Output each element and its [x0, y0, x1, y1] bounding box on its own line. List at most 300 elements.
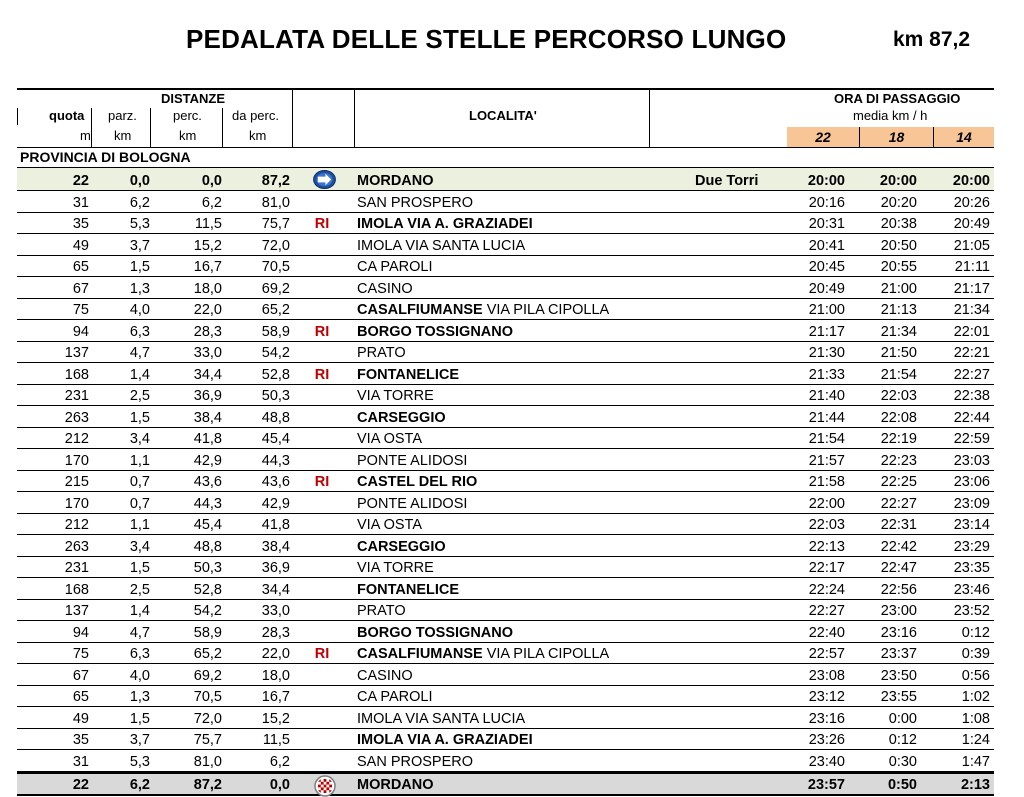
location-name: CARSEGGIO: [357, 409, 446, 426]
location-name: IMOLA VIA A. GRAZIADEI: [357, 732, 533, 748]
table-row: [17, 750, 994, 772]
time-18: 22:03: [880, 388, 917, 404]
time-14: 23:03: [953, 452, 990, 469]
location-name: IMOLA VIA SANTA LUCIA: [357, 237, 526, 254]
perc-cell: 48,8: [193, 538, 222, 555]
location-cell: [357, 664, 717, 685]
time-18: 20:55: [880, 259, 917, 275]
ri-marker: [307, 707, 337, 728]
quota-cell: 263: [64, 538, 89, 555]
time-22: 21:54: [808, 431, 845, 447]
quota-cell: 170: [64, 452, 89, 469]
speed-18: 18: [860, 127, 933, 147]
ri-marker: [307, 277, 337, 298]
table-row: [17, 471, 994, 493]
location-cell: [357, 277, 717, 298]
quota-cell: 35: [72, 732, 89, 748]
ri-marker: [307, 535, 337, 556]
time-18: 22:27: [880, 495, 917, 512]
time-22: 23:26: [808, 732, 845, 748]
location-note: [695, 707, 795, 728]
table-row: [17, 729, 994, 751]
location-note: [695, 256, 795, 277]
location-name: FONTANELICE: [357, 581, 460, 598]
table-row: [17, 213, 994, 235]
daperc-cell: 18,0: [261, 667, 290, 684]
parz-cell: 1,4: [129, 603, 150, 619]
location-name: MORDANO: [357, 776, 434, 793]
time-22: 22:03: [808, 517, 845, 533]
location-note: [695, 643, 795, 664]
quota-cell: 168: [64, 366, 89, 383]
time-22: 22:13: [808, 538, 845, 555]
perc-cell: 75,7: [193, 732, 222, 748]
quota-cell: 22: [72, 776, 89, 793]
daperc-cell: 75,7: [261, 216, 290, 232]
time-22: 20:45: [808, 259, 845, 275]
time-22: 23:57: [807, 776, 845, 793]
ri-marker: [307, 578, 337, 599]
location-note: [695, 213, 795, 234]
time-22: 22:00: [808, 495, 845, 512]
time-14: 22:38: [953, 388, 990, 404]
ri-marker: [307, 729, 337, 750]
location-name: VIA OSTA: [357, 431, 423, 447]
location-cell: [357, 299, 717, 320]
location-name: CASALFIUMANSE: [357, 302, 483, 318]
quota-cell: 215: [64, 474, 89, 490]
ri-marker: [307, 492, 337, 513]
time-18: 22:56: [880, 581, 917, 598]
location-note: [695, 406, 795, 427]
parz-cell: 5,3: [129, 216, 150, 232]
location-cell: [357, 449, 717, 470]
location-cell: [357, 234, 717, 255]
location-name: CARSEGGIO: [357, 538, 446, 555]
distanze-header: DISTANZE: [161, 91, 226, 106]
time-18: 0:30: [888, 753, 917, 770]
table-header: [17, 88, 994, 148]
parz-cell: 1,3: [129, 280, 150, 297]
table-row: [17, 320, 994, 342]
ri-marker: [307, 664, 337, 685]
start-arrow-icon: [313, 170, 336, 189]
time-18: 21:50: [880, 345, 917, 361]
ri-marker: [307, 686, 337, 707]
location-cell: [357, 707, 717, 728]
location-name: PRATO: [357, 603, 406, 619]
time-22: 22:17: [808, 560, 845, 576]
daperc-cell: 87,2: [261, 173, 290, 189]
time-22: 22:40: [808, 624, 845, 641]
ri-marker: [307, 557, 337, 578]
parz-cell: 1,1: [129, 452, 150, 469]
location-cell: [357, 578, 717, 599]
time-18: 23:50: [880, 667, 917, 684]
table-row: [17, 449, 994, 471]
location-name: IMOLA VIA A. GRAZIADEI: [357, 216, 533, 232]
daperc-cell: 58,9: [261, 323, 290, 340]
location-name: MORDANO: [357, 173, 434, 189]
location-note: [695, 774, 795, 794]
table-row: [17, 621, 994, 643]
time-14: 23:14: [953, 517, 990, 533]
location-note: [695, 299, 795, 320]
time-14: 22:27: [953, 366, 990, 383]
perc-cell: 0,0: [201, 173, 222, 189]
parz-unit: km: [114, 128, 132, 143]
location-cell: [357, 471, 717, 492]
location-cell: [357, 750, 717, 771]
table-row: [17, 600, 994, 622]
location-note: [695, 234, 795, 255]
parz-cell: 1,5: [129, 409, 150, 426]
daperc-cell: 22,0: [261, 646, 290, 662]
time-14: 21:05: [953, 237, 990, 254]
daperc-cell: 0,0: [269, 776, 290, 793]
ri-marker: [307, 449, 337, 470]
quota-cell: 75: [72, 646, 89, 662]
time-14: 23:46: [953, 581, 990, 598]
location-note: [695, 428, 795, 449]
parz-cell: 3,7: [129, 732, 150, 748]
perc-cell: 45,4: [193, 517, 222, 533]
perc-cell: 43,6: [193, 474, 222, 490]
page-title: PEDALATA DELLE STELLE PERCORSO LUNGO: [186, 24, 787, 54]
perc-cell: 50,3: [193, 560, 222, 576]
time-18: 0:12: [888, 732, 917, 748]
daperc-cell: 36,9: [261, 560, 290, 576]
table-row: [17, 535, 994, 557]
location-name: CASINO: [357, 667, 413, 684]
quota-cell: 212: [64, 517, 89, 533]
time-14: 22:59: [953, 431, 990, 447]
parz-cell: 4,7: [129, 345, 150, 361]
time-22: 23:12: [808, 689, 845, 705]
time-22: 21:44: [808, 409, 845, 426]
perc-header: perc.: [173, 108, 202, 123]
quota-cell: 22: [72, 173, 89, 189]
time-14: 23:52: [953, 603, 990, 619]
perc-cell: 87,2: [193, 776, 222, 793]
location-name: PONTE ALIDOSI: [357, 452, 468, 469]
daperc-cell: 41,8: [261, 517, 290, 533]
time-18: 21:13: [880, 302, 917, 318]
daperc-cell: 48,8: [261, 409, 290, 426]
table-row: [17, 772, 994, 796]
quota-cell: 65: [72, 689, 89, 705]
time-14: 20:26: [953, 194, 990, 211]
perc-cell: 42,9: [193, 452, 222, 469]
parz-cell: 6,3: [129, 646, 150, 662]
parz-cell: 1,5: [129, 710, 150, 727]
quota-cell: 212: [64, 431, 89, 447]
ri-marker: [307, 428, 337, 449]
location-name: IMOLA VIA SANTA LUCIA: [357, 710, 526, 727]
table-row: [17, 707, 994, 729]
daperc-cell: 28,3: [261, 624, 290, 641]
ri-marker: RI: [314, 366, 330, 383]
ri-marker: RI: [314, 474, 330, 490]
quota-cell: 170: [64, 495, 89, 512]
parz-cell: 3,4: [129, 538, 150, 555]
time-22: 21:57: [808, 452, 845, 469]
perc-cell: 70,5: [193, 689, 222, 705]
location-cell: [357, 514, 717, 535]
time-14: 20:00: [952, 173, 990, 189]
location-name: VIA TORRE: [357, 388, 434, 404]
time-14: 1:24: [961, 732, 990, 748]
ri-marker: [307, 256, 337, 277]
perc-cell: 34,4: [193, 366, 222, 383]
location-name: SAN PROSPERO: [357, 194, 474, 211]
daperc-cell: 34,4: [261, 581, 290, 598]
location-note: [695, 471, 795, 492]
location-name: VIA TORRE: [357, 560, 434, 576]
time-22: 20:00: [807, 173, 845, 189]
perc-cell: 15,2: [193, 237, 222, 254]
time-22: 22:57: [808, 646, 845, 662]
ri-marker: [307, 342, 337, 363]
perc-cell: 28,3: [193, 323, 222, 340]
time-14: 20:49: [953, 216, 990, 232]
time-18: 21:34: [880, 323, 917, 340]
time-14: 23:29: [953, 538, 990, 555]
perc-cell: 38,4: [193, 409, 222, 426]
quota-cell: 75: [72, 302, 89, 318]
time-14: 0:56: [961, 667, 990, 684]
time-22: 20:41: [808, 237, 845, 254]
perc-cell: 54,2: [193, 603, 222, 619]
checkered-flag-icon: [314, 775, 336, 797]
ora-header: ORA DI PASSAGGIO: [834, 91, 961, 106]
parz-cell: 5,3: [129, 753, 150, 770]
time-18: 22:25: [880, 474, 917, 490]
quota-cell: 67: [72, 280, 89, 297]
time-18: 20:00: [879, 173, 917, 189]
parz-cell: 1,3: [129, 689, 150, 705]
parz-cell: 2,5: [129, 388, 150, 404]
location-name: SAN PROSPERO: [357, 753, 474, 770]
location-note: [695, 535, 795, 556]
location-note: [695, 729, 795, 750]
time-18: 22:31: [880, 517, 917, 533]
time-18: 23:55: [880, 689, 917, 705]
ri-marker: [307, 621, 337, 642]
perc-cell: 69,2: [193, 667, 222, 684]
location-note: [695, 277, 795, 298]
time-22: 20:31: [808, 216, 845, 232]
quota-unit: m: [80, 128, 91, 143]
time-22: 23:40: [808, 753, 845, 770]
perc-cell: 6,2: [201, 194, 222, 211]
time-18: 20:38: [880, 216, 917, 232]
time-18: 22:23: [880, 452, 917, 469]
time-18: 23:16: [880, 624, 917, 641]
time-14: 2:13: [960, 776, 990, 793]
parz-cell: 3,7: [129, 237, 150, 254]
daperc-cell: 33,0: [261, 603, 290, 619]
location-name: CASINO: [357, 280, 413, 297]
daperc-cell: 38,4: [261, 538, 290, 555]
perc-unit: km: [179, 128, 197, 143]
quota-cell: 67: [72, 667, 89, 684]
table-row: [17, 643, 994, 665]
parz-cell: 4,7: [129, 624, 150, 641]
time-22: 21:00: [808, 302, 845, 318]
ri-marker: [307, 234, 337, 255]
time-18: 20:50: [880, 237, 917, 254]
time-22: 20:16: [808, 194, 845, 211]
perc-cell: 81,0: [193, 753, 222, 770]
location-cell: [357, 557, 717, 578]
location-cell: [357, 492, 717, 513]
location-note: [695, 686, 795, 707]
time-22: 23:08: [808, 667, 845, 684]
parz-cell: 0,7: [129, 474, 150, 490]
location-note: [695, 621, 795, 642]
daperc-header: da perc.: [232, 108, 279, 123]
location-note: [695, 191, 795, 212]
daperc-cell: 11,5: [262, 732, 290, 748]
time-14: 1:47: [961, 753, 990, 770]
ri-marker: RI: [314, 646, 330, 662]
total-distance: km 87,2: [893, 28, 971, 51]
table-row: [17, 492, 994, 514]
time-18: 21:00: [880, 280, 917, 297]
location-note: [695, 750, 795, 771]
location-cell: [357, 168, 717, 190]
time-18: 22:47: [880, 560, 917, 576]
table-row: [17, 514, 994, 536]
location-note: [695, 514, 795, 535]
daperc-cell: 52,8: [261, 366, 290, 383]
ri-marker: [307, 514, 337, 535]
table-row: [17, 664, 994, 686]
time-18: 0:00: [888, 710, 917, 727]
localita-header: LOCALITA': [469, 108, 537, 123]
quota-cell: 94: [72, 624, 89, 641]
daperc-cell: 6,2: [269, 753, 290, 770]
ri-marker: [307, 406, 337, 427]
daperc-cell: 69,2: [261, 280, 290, 297]
daperc-unit: km: [249, 128, 267, 143]
quota-cell: 49: [72, 710, 89, 727]
parz-cell: 4,0: [129, 302, 150, 318]
quota-cell: 168: [64, 581, 89, 598]
parz-cell: 6,3: [129, 323, 150, 340]
location-cell: [357, 320, 717, 341]
time-18: 22:42: [880, 538, 917, 555]
ri-marker: [307, 600, 337, 621]
location-name: CA PAROLI: [357, 689, 433, 705]
time-14: 22:44: [953, 409, 990, 426]
location-name: FONTANELICE: [357, 366, 460, 383]
location-note: [695, 557, 795, 578]
location-cell: [357, 363, 717, 384]
location-cell: [357, 600, 717, 621]
location-detail: VIA PILA CIPOLLA: [482, 646, 610, 662]
time-14: 1:02: [961, 689, 990, 705]
daperc-cell: 44,3: [261, 452, 290, 469]
time-14: 22:01: [953, 323, 990, 340]
location-name: CA PAROLI: [357, 259, 433, 275]
province-label: PROVINCIA DI BOLOGNA: [20, 149, 191, 165]
perc-cell: 16,7: [193, 259, 222, 275]
time-18: 0:50: [887, 776, 917, 793]
parz-cell: 3,4: [129, 431, 150, 447]
daperc-cell: 50,3: [261, 388, 290, 404]
quota-cell: 35: [72, 216, 89, 232]
location-note: [695, 664, 795, 685]
speed-14: 14: [934, 127, 994, 147]
daperc-cell: 42,9: [261, 495, 290, 512]
location-name: VIA OSTA: [357, 517, 423, 533]
time-22: 21:33: [808, 366, 845, 383]
perc-cell: 44,3: [193, 495, 222, 512]
time-22: 22:27: [808, 603, 845, 619]
location-name: PONTE ALIDOSI: [357, 495, 468, 512]
table-row: [17, 363, 994, 385]
quota-cell: 137: [64, 603, 89, 619]
parz-header: parz.: [108, 108, 137, 123]
location-note: [695, 492, 795, 513]
quota-cell: 231: [64, 560, 89, 576]
parz-cell: 1,5: [129, 259, 150, 275]
ri-marker: [307, 191, 337, 212]
table-row: [17, 406, 994, 428]
time-14: 23:06: [953, 474, 990, 490]
quota-header: quota: [49, 108, 85, 123]
time-14: 21:34: [953, 302, 990, 318]
location-note: Due Torri: [695, 173, 759, 189]
daperc-cell: 81,0: [261, 194, 290, 211]
table-row: [17, 299, 994, 321]
ri-marker: [307, 750, 337, 771]
location-note: [695, 320, 795, 341]
daperc-cell: 43,6: [261, 474, 290, 490]
quota-cell: 65: [72, 259, 89, 275]
quota-cell: 137: [64, 345, 89, 361]
location-name: BORGO TOSSIGNANO: [357, 323, 514, 340]
table-row: [17, 342, 994, 364]
daperc-cell: 72,0: [261, 237, 290, 254]
location-cell: [357, 406, 717, 427]
time-14: 0:12: [961, 624, 990, 641]
daperc-cell: 70,5: [261, 259, 290, 275]
daperc-cell: 54,2: [261, 345, 290, 361]
media-header: media km / h: [853, 108, 928, 123]
table-row: [17, 428, 994, 450]
table-row: [17, 234, 994, 256]
ri-marker: [307, 299, 337, 320]
time-14: 21:17: [953, 280, 990, 297]
location-cell: [357, 686, 717, 707]
quota-cell: 31: [72, 753, 89, 770]
table-row: [17, 557, 994, 579]
route-table: [17, 88, 994, 796]
location-name: BORGO TOSSIGNANO: [357, 624, 514, 641]
parz-cell: 1,1: [129, 517, 150, 533]
quota-cell: 94: [72, 323, 89, 340]
time-18: 22:19: [880, 431, 917, 447]
parz-cell: 6,2: [129, 776, 150, 793]
time-14: 22:21: [953, 345, 990, 361]
daperc-cell: 16,7: [261, 689, 290, 705]
time-22: 22:24: [808, 581, 845, 598]
location-cell: [357, 535, 717, 556]
perc-cell: 52,8: [193, 581, 222, 598]
